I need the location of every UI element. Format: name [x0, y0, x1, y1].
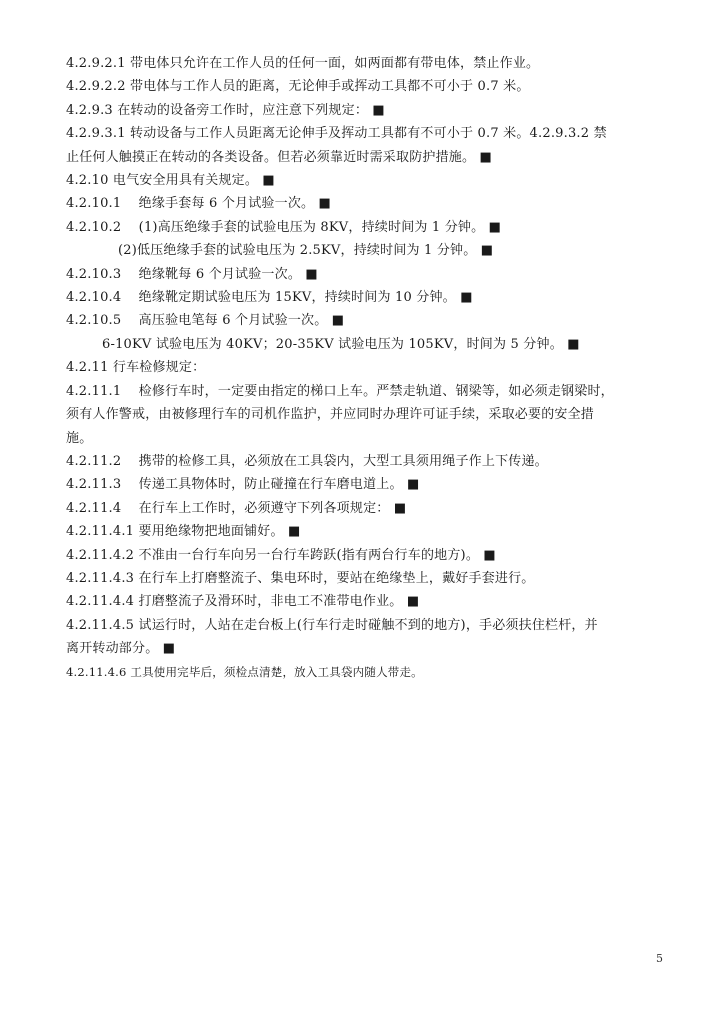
- text-line: 4.2.9.3 在转动的设备旁工作时，应注意下列规定： ■: [66, 102, 385, 118]
- text-line: 4.2.11 行车检修规定：: [66, 360, 206, 376]
- text-line: 4.2.11.4.2 不准由一台行车向另一台行车跨跃(指有两台行车的地方)。 ■: [66, 547, 496, 563]
- text-line: 4.2.11.4.6 工具使用完毕后，须检点清楚，放入工具袋内随人带走。: [66, 664, 423, 679]
- text-line: 4.2.11.2 携带的检修工具，必须放在工具袋内，大型工具须用绳子作上下传递。: [66, 453, 548, 469]
- text-line: 4.2.11.4.3 在行车上打磨整流子、集电环时，要站在绝缘垫上，戴好手套进行。: [66, 570, 535, 586]
- text-line: 4.2.9.2.1 带电体只允许在工作人员的任何一面，如两面都有带电体，禁止作业。: [66, 56, 540, 71]
- text-line: 4.2.11.1 检修行车时，一定要由指定的梯口上车。严禁走轨道、钢梁等，如必须走钢梁时，: [66, 383, 614, 399]
- text-line: (2)低压绝缘手套的试验电压为 2.5KV，持续时间为 1 分钟。 ■: [118, 243, 494, 259]
- text-line: 须有人作警戒，由被修理行车的司机作监护，并应同时办理许可证手续，采取必要的安全措: [66, 407, 595, 423]
- text-line: 止任何人触摸正在转动的各类设备。但若必须靠近时需采取防护措施。 ■: [66, 149, 493, 165]
- text-line: 4.2.11.4.5 试运行时，人站在走台板上(行车行走时碰触不到的地方)，手必须扶住栏杆，并: [66, 617, 598, 633]
- text-line: 4.2.9.3.1 转动设备与工作人员距离无论伸手及挥动工具都有不可小于 0.7 米。4.2.9.3.2 禁: [66, 126, 607, 142]
- text-line: 4.2.11.4 在行车上工作时，必须遵守下列各项规定： ■: [66, 500, 407, 516]
- text-line: 4.2.10 电气安全用具有关规定。 ■: [66, 173, 275, 189]
- document-body: [66, 52, 666, 684]
- text-line: 6-10KV 试验电压为 40KV；20-35KV 试验电压为 105KV，时间为 5 分钟。 ■: [102, 336, 580, 352]
- text-line: 4.2.10.5 高压验电笔每 6 个月试验一次。 ■: [66, 313, 345, 329]
- text-line: 4.2.11.4.1 要用绝缘物把地面铺好。 ■: [66, 524, 301, 540]
- text-line: 4.2.11.4.4 打磨整流子及滑环时，非电工不准带电作业。 ■: [66, 594, 420, 610]
- text-line: 4.2.10.2 (1)高压绝缘手套的试验电压为 8KV，持续时间为 1 分钟。 ■: [66, 219, 502, 235]
- text-line: 离开转动部分。 ■: [66, 641, 176, 657]
- text-line: 4.2.10.1 绝缘手套每 6 个月试验一次。 ■: [66, 196, 332, 212]
- text-line: 4.2.11.3 传递工具物体时，防止碰撞在行车磨电道上。 ■: [66, 477, 420, 493]
- text-line: 4.2.9.2.2 带电体与工作人员的距离，无论伸手或挥动工具都不可小于 0.7 米。: [66, 79, 530, 95]
- page-number: 5: [656, 952, 663, 965]
- text-line: 4.2.10.3 绝缘靴每 6 个月试验一次。 ■: [66, 266, 318, 282]
- text-line: 4.2.10.4 绝缘靴定期试验电压为 15KV，持续时间为 10 分钟。 ■: [66, 290, 473, 306]
- text-line: 施。: [66, 430, 93, 446]
